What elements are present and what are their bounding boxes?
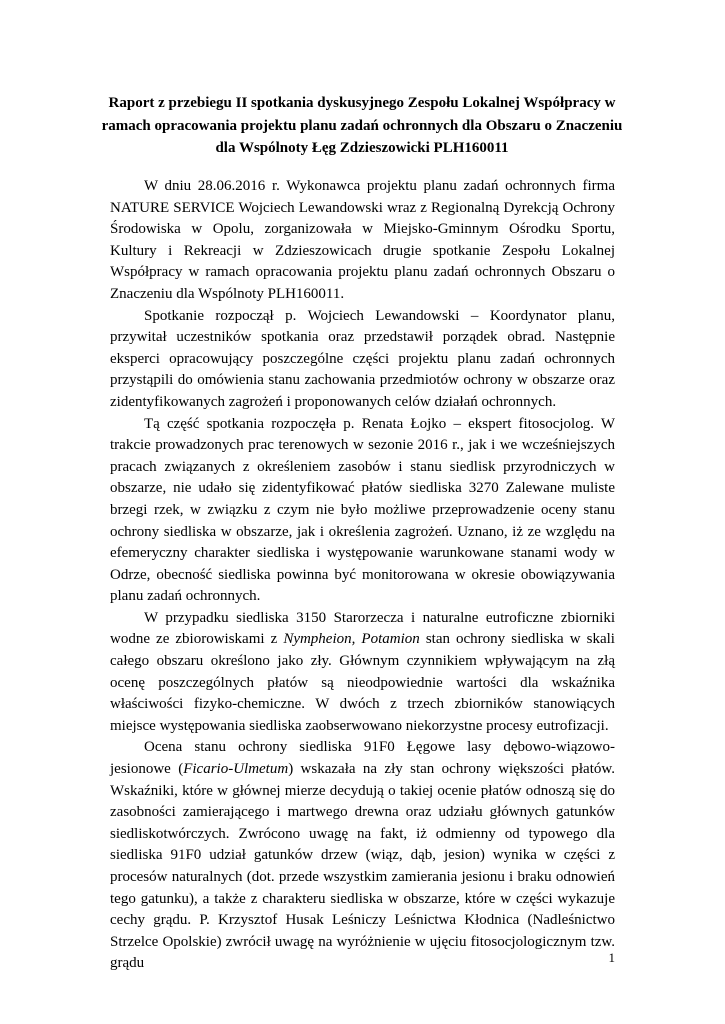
paragraph-text: W przypadku siedliska 3150 Starorzecza i naturalne eutroficzne zbiorniki wodne ze zbiorowiskami z — [110, 609, 615, 648]
paragraph-text: ) wskazała na zły stan ochrony większości płatów. Wskaźniki, które w głównej mierze decydują o takiej ocenie płatów odnoszą się do zasobności zamierającego i martwego drewna oraz udziału głównych gatunków siedliskotwórczych. Zwrócono uwagę na fakt, iż odmienny od typowego dla siedliska 91F0 udział gatunków drzew (wiąz, dąb, jesion) wynika w części z procesów naturalnych (dot. przede wszystkim zamierania jesionu i braku odnowień tego gatunku), a także z charakteru siedliska w obszarze, które w części wykazuje cechy grądu. P. Krzysztof Husak Leśniczy Leśnictwa Kłodnica (Nadleśnictwo Strzelce Opolskie) zwrócił uwagę na wyróżnienie w ujęciu fitosocjologicznym tzw. grądu — [110, 761, 615, 972]
paragraph-opening: Spotkanie rozpoczął p. Wojciech Lewandowski – Koordynator planu, przywitał uczestników spotkania oraz przedstawił porządek obrad. Następnie eksperci opracowujący poszczególne części projektu planu zadań ochronnych przystąpili do omówienia stanu zachowania przedmiotów ochrony w obszarze oraz zidentyfikowanych zagrożeń i proponowanych celów działań ochronnych. — [110, 307, 615, 410]
document-title: Raport z przebiegu II spotkania dyskusyjnego Zespołu Lokalnej Współpracy w ramach opracowania projektu planu zadań ochronnych dla Obszaru o Znaczeniu dla Wspólnoty Łęg Zdzieszowicki PLH160011 — [101, 95, 623, 156]
paragraph-text: Ocena stanu ochrony siedliska 91F0 Łęgowe lasy dębowo-wiązowo-jesionowe ( — [110, 739, 615, 778]
paragraph-meeting-intro: W dniu 28.06.2016 r. Wykonawca projektu planu zadań ochronnych firma NATURE SERVICE Wojciech Lewandowski wraz z Regionalną Dyrekcją Ochrony Środowiska w Opolu, zorganizowała w Miejsko-Gminnym Ośrodku Sportu, Kultury i Rekreacji w Zdzieszowicach drugie spotkanie Zespołu Lokalnej Współpracy w ramach opracowania projektu planu zadań ochronnych Obszaru o Znaczeniu dla Wspólnoty PLH160011. — [110, 178, 615, 302]
paragraph-habitat-3150 — [110, 608, 615, 738]
paragraph-text: stan ochrony siedliska w skali całego obszaru określono jako zły. Głównym czynnikiem wpływającym na złą ocenę poszczególnych płatów są nieodpowiednie wartości dla wskaźnika właściwości fizyko-chemiczne. W dwóch z trzech zbiorników stanowiących miejsce występowania siedliska zaobserwowano niekorzystne procesy eutrofizacji. — [110, 631, 615, 734]
species-name-italic: Ficario-Ulmetum — [183, 761, 289, 778]
paragraph-habitat-3270: Tą część spotkania rozpoczęła p. Renata Łojko – ekspert fitosocjolog. W trakcie prowadzonych prac terenowych w sezonie 2016 r., jak i we wcześniejszych pracach związanych z określeniem zasobów i stanu siedlisk przyrodniczych w obszarze, nie udało się zidentyfikować płatów siedliska 3270 Zalewane muliste brzegi rzek, w związku z czym nie było możliwe przeprowadzenie oceny stanu ochrony siedliska w obszarze, jak i określenia zagrożeń. Uznano, iż ze względu na efemeryczny charakter siedliska i występowanie warunkowane stanami wody w Odrze, obecność siedliska powinna być monitorowana w okresie obowiązywania planu zadań ochronnych. — [110, 415, 615, 605]
page-number: 1 — [608, 950, 615, 965]
document-body — [110, 176, 615, 975]
paragraph-habitat-91f0 — [110, 737, 615, 975]
species-name-italic: Nympheion, Potamion — [283, 631, 420, 648]
